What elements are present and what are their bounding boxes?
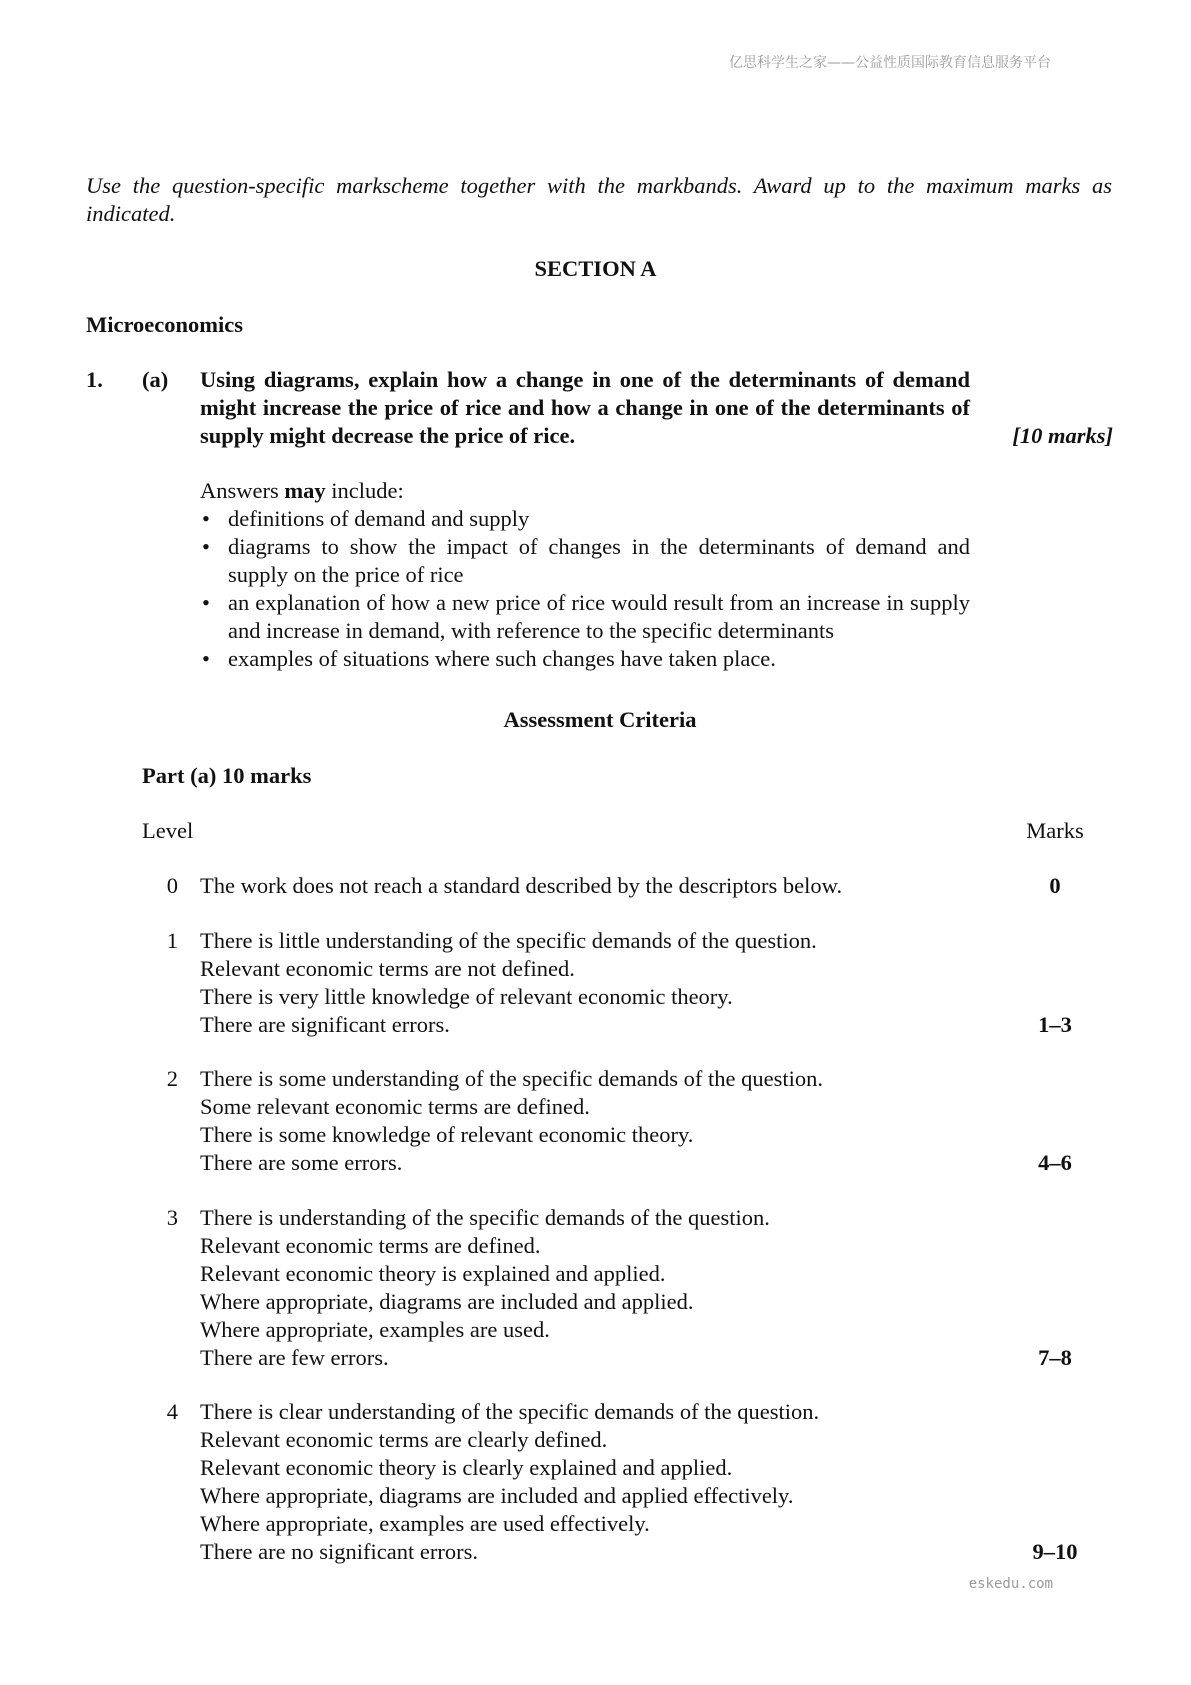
descriptor-line: Where appropriate, examples are used. [200, 1317, 550, 1342]
answer-item: • an explanation of how a new price of rice would result from an increase in supply and increase in demand, with reference to the specific determinants [200, 589, 970, 645]
level-marks: 4–6 [1038, 1150, 1072, 1175]
descriptor-line: There is clear understanding of the specific demands of the question. [200, 1399, 820, 1424]
level-descriptor [200, 1065, 960, 1177]
descriptor-line: Some relevant economic terms are defined. [200, 1094, 590, 1119]
question-text: Using diagrams, explain how a change in one of the determinants of demand might increase the price of rice and how a change in one of the determinants of supply might decrease the price of rice. [200, 367, 970, 448]
level-number: 3 [166, 1205, 178, 1230]
descriptor-line: There are significant errors. [200, 1012, 450, 1037]
level-descriptor [200, 1398, 960, 1566]
question-marks: [10 marks] [1012, 423, 1113, 448]
descriptor-line: Relevant economic terms are clearly defined. [200, 1427, 608, 1452]
question-number: 1. [86, 367, 103, 392]
descriptor-line: Where appropriate, examples are used effectively. [200, 1511, 650, 1536]
level-descriptor [200, 872, 960, 900]
answer-item: • diagrams to show the impact of changes in the determinants of demand and supply on the price of rice [200, 533, 970, 589]
descriptor-line: Where appropriate, diagrams are included and applied. [200, 1289, 694, 1314]
watermark-footer: eskedu.com [968, 1576, 1053, 1592]
level-descriptor [200, 927, 960, 1039]
answers-prefix: Answers [200, 478, 285, 503]
descriptor-line: There is little understanding of the specific demands of the question. [200, 928, 817, 953]
level-marks: 9–10 [1032, 1539, 1078, 1564]
descriptor-line: There is some understanding of the specific demands of the question. [200, 1066, 823, 1091]
intro-instruction: Use the question-specific markscheme together with the markbands. Award up to the maximum marks as indicated. [86, 173, 1112, 226]
descriptor-line: There is some knowledge of relevant economic theory. [200, 1122, 694, 1147]
answers-intro [200, 477, 404, 505]
descriptor-line: Relevant economic theory is clearly explained and applied. [200, 1455, 733, 1480]
descriptor-line: Relevant economic theory is explained and applied. [200, 1261, 666, 1286]
criteria-title: Assessment Criteria [503, 707, 697, 732]
level-number: 0 [166, 873, 178, 898]
descriptor-line: Relevant economic terms are defined. [200, 1233, 541, 1258]
level-descriptor [200, 1204, 960, 1372]
marks-column-header: Marks [1026, 818, 1084, 843]
watermark-header: 亿思科学生之家——公益性质国际教育信息服务平台 [729, 55, 1051, 71]
answers-emphasis: may [284, 478, 326, 503]
answers-suffix: include: [325, 478, 404, 503]
descriptor-line: There are no significant errors. [200, 1539, 478, 1564]
descriptor-line: Relevant economic terms are not defined. [200, 956, 575, 981]
answers-list [200, 505, 970, 673]
level-marks: 7–8 [1038, 1345, 1072, 1370]
descriptor-line: There is very little knowledge of relevant economic theory. [200, 984, 733, 1009]
descriptor-line: The work does not reach a standard described by the descriptors below. [200, 873, 843, 898]
level-marks: 1–3 [1038, 1012, 1072, 1037]
descriptor-line: Where appropriate, diagrams are included and applied effectively. [200, 1483, 794, 1508]
section-title: SECTION A [534, 256, 657, 281]
level-marks: 0 [1049, 873, 1061, 898]
level-number: 1 [166, 928, 178, 953]
descriptor-line: There are some errors. [200, 1150, 403, 1175]
level-number: 4 [166, 1399, 178, 1424]
descriptor-line: There are few errors. [200, 1345, 389, 1370]
level-number: 2 [166, 1066, 178, 1091]
answer-item: • definitions of demand and supply [200, 505, 970, 533]
subject-heading: Microeconomics [86, 312, 244, 337]
answer-item: • examples of situations where such changes have taken place. [200, 645, 970, 673]
descriptor-line: There is understanding of the specific demands of the question. [200, 1205, 770, 1230]
question-part: (a) [142, 367, 169, 392]
part-title: Part (a) 10 marks [142, 763, 312, 788]
level-column-header: Level [142, 818, 194, 843]
